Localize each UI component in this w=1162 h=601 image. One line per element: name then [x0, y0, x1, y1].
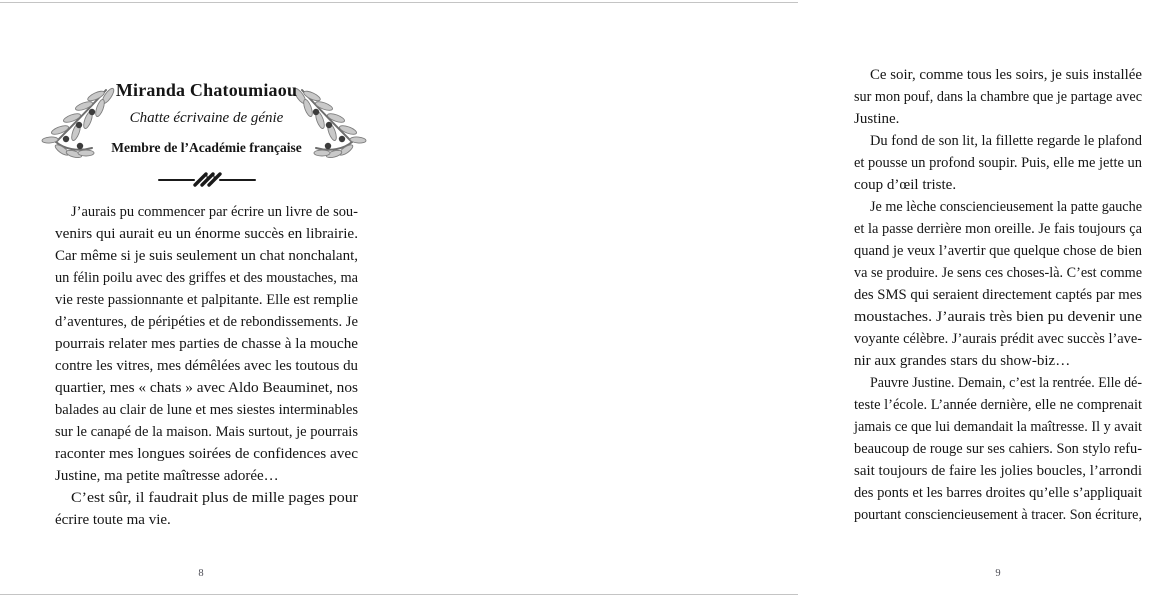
page-left [0, 0, 399, 601]
text-line: coup d’œil triste. [854, 177, 957, 193]
chapter-header [55, 80, 358, 156]
text-line: voyante célèbre. J’aurais prédit avec succès l’ave- [854, 331, 1142, 347]
text-line: des SMS qui seraient directement captés par mes [854, 287, 1142, 303]
text-line: quand je veux l’avertir que quelque chose de bien [854, 243, 1142, 259]
text-line: des ponts et les barres droites qu’elle s’appliquait [854, 485, 1142, 501]
text-line: d’aventures, de péripéties et de rebondissements. Je [55, 314, 358, 330]
text-line: raconter mes longues soirées de confidences avec [55, 446, 358, 462]
text-line: Car même si je suis seulement un chat nonchalant, [55, 248, 358, 264]
text-line: Ce soir, comme tous les soirs, je suis installée [870, 67, 1142, 83]
text-line: teste l’école. L’année dernière, elle ne comprenait [854, 397, 1142, 413]
text-line: Je me lèche consciencieusement la patte gauche [870, 199, 1142, 215]
text-line: beaucoup de rouge sur ses cahiers. Son stylo refu- [854, 441, 1142, 457]
author-subtitle: Chatte écrivaine de génie [129, 110, 284, 126]
text-line: sait toujours de faire les jolies boucles, l’arrondi [854, 463, 1142, 479]
text-line: Justine, ma petite maîtresse adorée… [55, 468, 279, 484]
page-left-body [55, 201, 358, 531]
author-affiliation: Membre de l’Académie française [111, 140, 302, 155]
section-divider [55, 170, 358, 188]
text-line: contre les vitres, mes démêlées avec les toutous du [55, 358, 358, 374]
text-line: quartier, mes « chats » avec Aldo Beauminet, nos [55, 380, 358, 396]
page-number-left: 8 [198, 568, 204, 579]
text-line: pourrais relater mes parties de chasse à la mouche [55, 336, 358, 352]
page-right-body [854, 64, 1142, 526]
text-line: moustaches. J’aurais très bien pu devenir une [854, 309, 1142, 325]
page-number-right: 9 [995, 568, 1001, 579]
text-line: Pauvre Justine. Demain, c’est la rentrée. Elle dé- [870, 375, 1142, 391]
text-line: jamais ce que lui demandait la maîtresse. Il y avait [854, 419, 1142, 435]
text-line: un félin poilu avec des griffes et des moustaches, ma [55, 270, 358, 286]
bottom-border-line [0, 594, 798, 595]
text-line: pourtant consciencieusement à tracer. Son écriture, [854, 507, 1142, 523]
text-line: Justine. [854, 111, 900, 127]
author-title: Miranda Chatoumiaou [115, 80, 298, 100]
text-line: et la passe derrière mon oreille. Je fais toujours ça [854, 221, 1142, 237]
text-line: et pousse un profond soupir. Puis, elle me jette un [854, 155, 1142, 171]
text-line: Du fond de son lit, la fillette regarde le plafond [870, 133, 1142, 149]
text-line: sur le canapé de la maison. Mais surtout, je pourrais [55, 424, 358, 440]
text-line: venirs qui aurait eu un énorme succès en librairie. [55, 226, 358, 242]
text-line: balades au clair de lune et mes siestes interminables [55, 402, 358, 418]
text-line: sur mon pouf, dans la chambre que je partage avec [854, 89, 1142, 105]
text-line: va se produire. Je sens ces choses-là. C’est comme [854, 265, 1142, 281]
text-line: vie reste passionnante et palpitante. Elle est remplie [55, 292, 358, 308]
text-line: écrire toute ma vie. [55, 512, 171, 528]
text-line: J’aurais pu commencer par écrire un livre de sou- [71, 204, 358, 220]
text-line: nir aux grandes stars du show-biz… [854, 353, 1071, 369]
page-right [399, 0, 1142, 601]
text-line: C’est sûr, il faudrait plus de mille pages pour [71, 490, 358, 506]
rope-twist-divider-icon [157, 170, 257, 188]
